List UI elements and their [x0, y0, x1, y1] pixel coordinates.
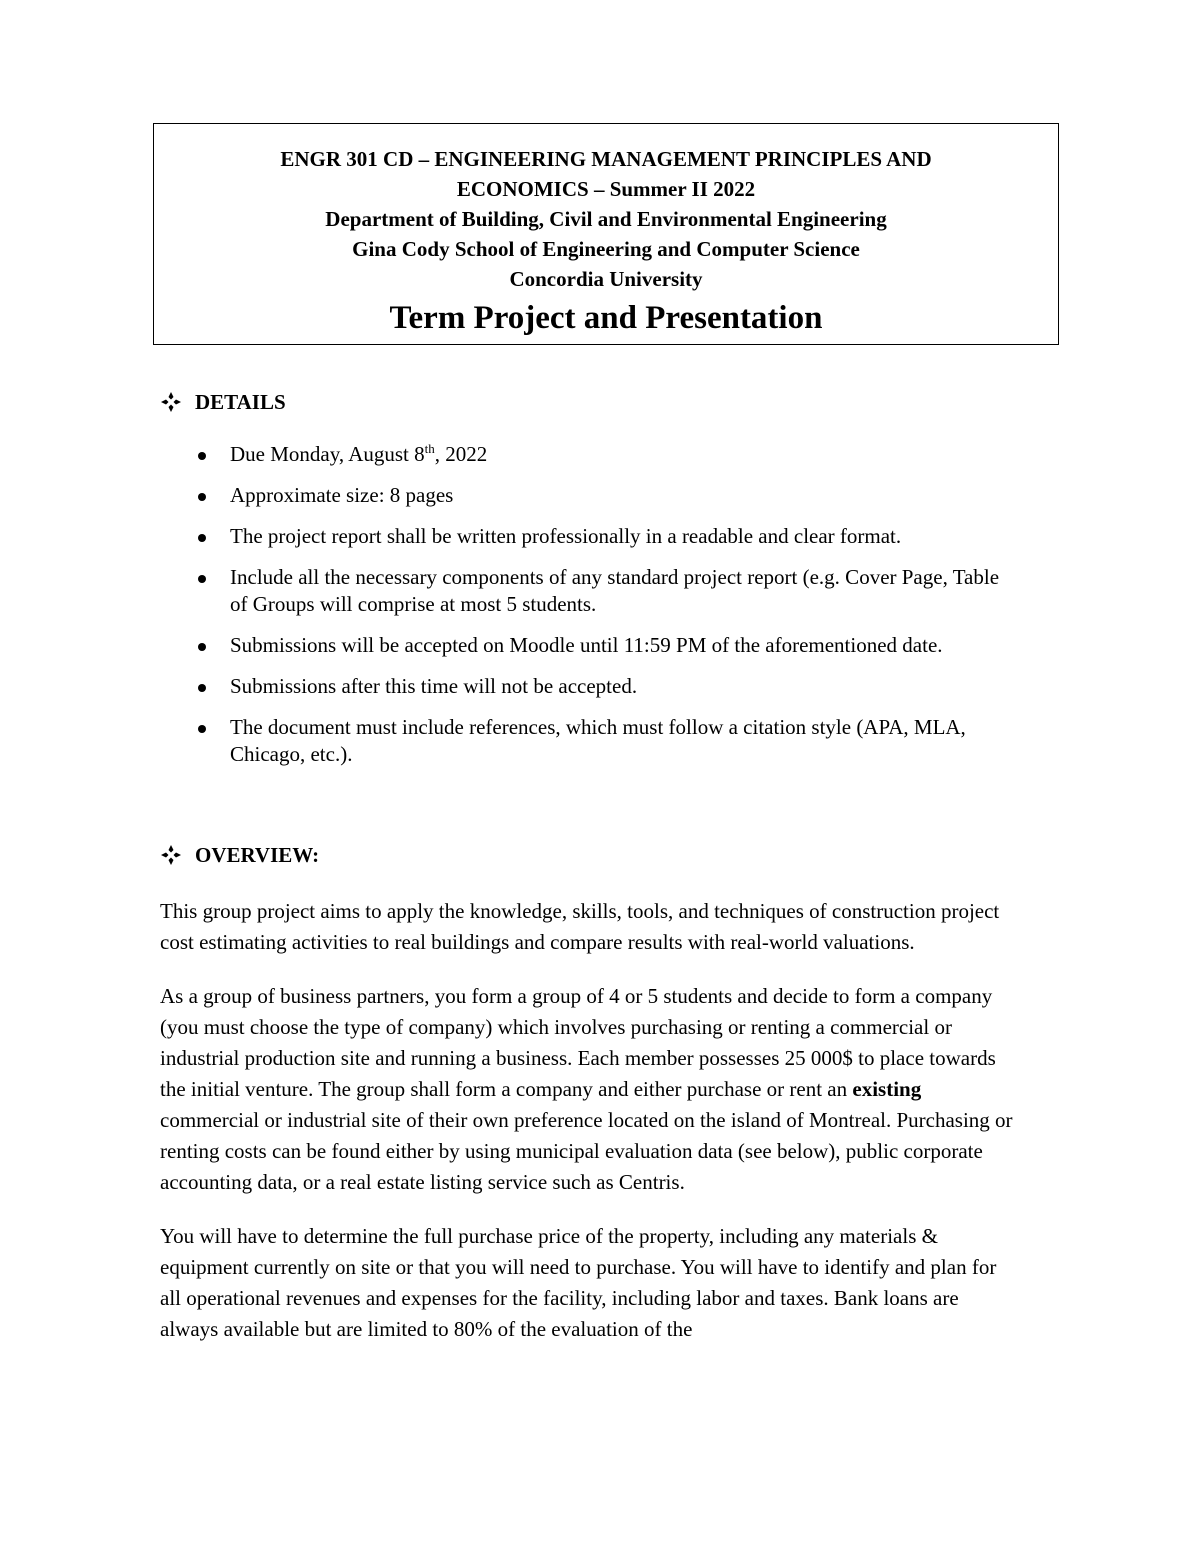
- department-line: Department of Building, Civil and Environmental Engineering: [325, 207, 887, 231]
- page-title: Term Project and Presentation: [389, 300, 823, 336]
- list-item: [196, 482, 1016, 509]
- school-line: Gina Cody School of Engineering and Computer Science: [352, 237, 860, 261]
- overview-body: [160, 896, 1020, 1368]
- details-heading-text: DETAILS: [195, 390, 286, 414]
- list-item: [196, 714, 1016, 768]
- course-header-box: [153, 123, 1059, 345]
- list-item: [196, 673, 1016, 700]
- paragraph-text: commercial or industrial site of their own preference located on the island of Montreal. Purchasing or renting costs can be found either by using municipal evaluation data (see below), public corporate accounting data, or a real estate listing service such as Centris.: [160, 1108, 1013, 1194]
- overview-paragraph-1: This group project aims to apply the knowledge, skills, tools, and techniques of construction project cost estimating activities to real buildings and compare results with real-world valuations.: [160, 899, 1000, 954]
- four-diamond-icon: [160, 844, 182, 866]
- bullet-icon: [198, 493, 206, 501]
- course-term-line: ECONOMICS – Summer II 2022: [456, 177, 756, 201]
- list-item: [196, 632, 1016, 659]
- overview-paragraph-3: You will have to determine the full purchase price of the property, including any materials & equipment currently on site or that you will need to purchase. You will have to identify and plan for all operational revenues and expenses for the facility, including labor and taxes. Bank loans are always available but are limited to 80% of the evaluation of the: [160, 1224, 997, 1341]
- due-date-suffix: th: [424, 441, 435, 456]
- list-item: [196, 564, 1016, 618]
- details-heading: [160, 388, 286, 416]
- list-item-text: The document must include references, which must follow a citation style (APA, MLA, Chicago, etc.).: [230, 715, 966, 766]
- details-list: [196, 441, 1016, 782]
- bullet-icon: [198, 575, 206, 583]
- overview-heading-text: OVERVIEW:: [195, 843, 320, 867]
- due-date-text: Due Monday, August 8: [230, 442, 425, 466]
- course-code-line: ENGR 301 CD – ENGINEERING MANAGEMENT PRINCIPLES AND: [280, 147, 932, 171]
- bullet-icon: [198, 534, 206, 542]
- list-item-text: Submissions after this time will not be accepted.: [230, 674, 638, 698]
- overview-heading: [160, 841, 319, 869]
- due-date-year: , 2022: [434, 442, 488, 466]
- list-item: [196, 441, 1016, 468]
- bullet-icon: [198, 684, 206, 692]
- overview-paragraph-2: [160, 981, 1020, 1198]
- bullet-icon: [198, 643, 206, 651]
- list-item-text: Include all the necessary components of any standard project report (e.g. Cover Page, Table of Groups will comprise at most 5 students.: [230, 565, 1000, 616]
- list-item-text: The project report shall be written professionally in a readable and clear format.: [230, 524, 902, 548]
- list-item-text: Submissions will be accepted on Moodle until 11:59 PM of the aforementioned date.: [230, 633, 943, 657]
- university-line: Concordia University: [509, 267, 703, 291]
- list-item: [196, 523, 1016, 550]
- bullet-icon: [198, 452, 206, 460]
- emphasis-existing: existing: [852, 1077, 922, 1101]
- paragraph-text: As a group of business partners, you form a group of 4 or 5 students and decide to form a company (you must choose the type of company) which involves purchasing or renting a commercial or industrial production site and running a business. Each member possesses 25 000$ to place towards the initial venture. The group shall form a company and either purchase or rent an: [160, 984, 996, 1101]
- four-diamond-icon: [160, 391, 182, 413]
- bullet-icon: [198, 725, 206, 733]
- list-item-text: Approximate size: 8 pages: [230, 483, 454, 507]
